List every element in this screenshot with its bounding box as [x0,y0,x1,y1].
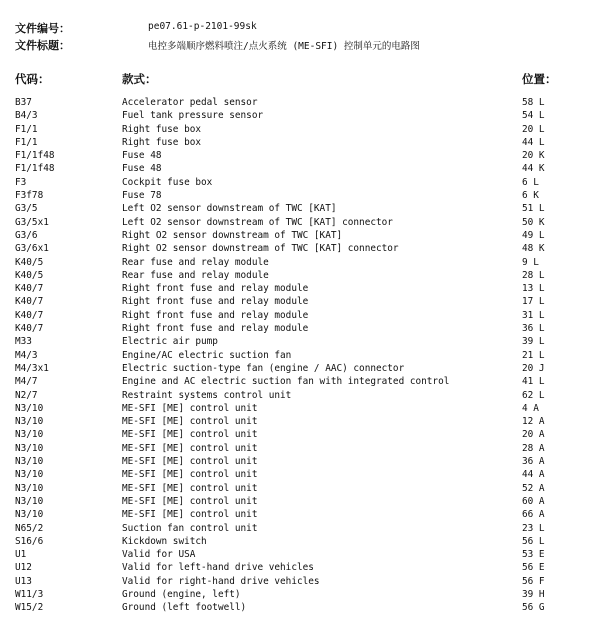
component-code: K40/5 [15,256,44,268]
table-row [0,402,604,415]
table-row [0,322,604,335]
component-code: N3/10 [15,402,44,414]
component-description: Fuse 48 [122,150,162,162]
table-row [0,588,604,601]
component-description: Accelerator pedal sensor [122,97,258,108]
component-position: 62 L [522,389,545,401]
component-position: 58 L [522,97,545,108]
component-position: 56 E [522,562,545,574]
component-code: M4/7 [15,376,38,388]
component-table-body [0,96,604,615]
component-code: W11/3 [15,588,44,600]
component-code: B4/3 [15,110,38,122]
component-description: Fuel tank pressure sensor [122,110,264,122]
table-row [0,96,604,109]
component-position: 12 A [522,416,545,428]
component-description: Right front fuse and relay module [122,296,309,308]
component-code: M33 [15,336,32,348]
component-code: G3/6 [15,229,38,241]
component-position: 60 A [522,495,545,507]
component-description: Suction fan control unit [122,522,258,534]
component-description: Valid for left-hand drive vehicles [122,562,314,574]
component-description: Right fuse box [122,123,202,135]
component-code: U12 [15,562,32,574]
component-position: 28 A [522,442,545,454]
component-position: 6 L [522,176,539,188]
table-row [0,522,604,535]
component-description: ME-SFI [ME] control unit [122,509,258,521]
component-description: Rear fuse and relay module [122,269,269,281]
table-row [0,309,604,322]
table-row [0,455,604,468]
table-row [0,256,604,269]
table-row [0,202,604,215]
table-row [0,548,604,561]
component-position: 36 A [522,456,545,468]
table-row [0,189,604,202]
component-code: M4/3x1 [15,362,49,374]
component-position: 31 L [522,309,545,321]
component-description: ME-SFI [ME] control unit [122,456,258,468]
table-row [0,242,604,255]
component-code: B37 [15,97,32,108]
file-title-label: 文件标题： [15,39,70,52]
component-position: 41 L [522,376,545,388]
component-code: U1 [15,549,27,561]
component-code: K40/5 [15,269,44,281]
component-position: 56 F [522,575,545,587]
component-description: ME-SFI [ME] control unit [122,469,258,481]
component-description: Right fuse box [122,136,202,148]
table-row [0,561,604,574]
component-position: 56 G [522,602,545,614]
component-code: G3/6x1 [15,243,49,255]
component-code: N3/10 [15,509,44,521]
component-description: Cockpit fuse box [122,176,213,188]
component-code: N3/10 [15,482,44,494]
component-description: Electric suction-type fan (engine / AAC) connector [122,362,405,374]
component-position: 23 L [522,522,545,534]
table-row [0,136,604,149]
table-row [0,229,604,242]
table-row [0,375,604,388]
component-code: U13 [15,575,32,587]
component-description: Valid for right-hand drive vehicles [122,575,320,587]
component-description: ME-SFI [ME] control unit [122,442,258,454]
component-code: N3/10 [15,416,44,428]
component-description: Electric air pump [122,336,218,348]
component-code: N3/10 [15,456,44,468]
file-number-label: 文件编号： [15,22,70,35]
component-code: K40/7 [15,309,44,321]
component-description: Rear fuse and relay module [122,256,269,268]
table-row [0,389,604,402]
component-position: 48 K [522,243,545,255]
table-row [0,442,604,455]
table-row [0,601,604,614]
component-description: ME-SFI [ME] control unit [122,495,258,507]
component-position: 20 A [522,429,545,441]
table-row [0,349,604,362]
component-position: 4 A [522,402,539,414]
table-row [0,216,604,229]
component-description: Valid for USA [122,549,196,561]
component-description: Right front fuse and relay module [122,283,309,295]
component-position: 20 J [522,362,545,374]
table-row [0,295,604,308]
component-code: N3/10 [15,469,44,481]
component-position: 66 A [522,509,545,521]
component-code: W15/2 [15,602,44,614]
component-code: K40/7 [15,323,44,335]
component-position: 20 L [522,123,545,135]
component-description: Right O2 sensor downstream of TWC [KAT] connector [122,243,399,255]
table-row [0,508,604,521]
component-code: G3/5 [15,203,38,215]
component-position: 20 K [522,150,545,162]
table-row [0,575,604,588]
table-row [0,362,604,375]
table-row [0,282,604,295]
component-position: 50 K [522,216,545,228]
component-description: Ground (engine, left) [122,588,241,600]
component-description: ME-SFI [ME] control unit [122,402,258,414]
component-code: N3/10 [15,495,44,507]
component-position: 56 L [522,535,545,547]
component-code: F3 [15,176,27,188]
component-description: Left O2 sensor downstream of TWC [KAT] [122,203,337,215]
component-position: 28 L [522,269,545,281]
component-description: Right O2 sensor downstream of TWC [KAT] [122,229,343,241]
component-position: 44 K [522,163,545,175]
component-code: F1/1f48 [15,163,55,175]
file-number-value: pe07.61-p-2101-99sk [148,21,257,32]
component-code: N65/2 [15,522,44,534]
component-position: 51 L [522,203,545,215]
component-position: 17 L [522,296,545,308]
table-row [0,149,604,162]
component-description: Fuse 48 [122,163,162,175]
description-column-header: 款式： [122,72,157,86]
component-description: Ground (left footwell) [122,602,247,614]
component-position: 39 L [522,336,545,348]
component-code: F3f78 [15,190,44,202]
component-code: K40/7 [15,283,44,295]
component-code: G3/5x1 [15,216,49,228]
component-position: 44 L [522,136,545,148]
component-position: 53 E [522,549,545,561]
table-row [0,335,604,348]
component-description: Engine and AC electric suction fan with integrated control [122,376,450,388]
component-code: K40/7 [15,296,44,308]
component-position: 54 L [522,110,545,122]
component-description: Fuse 78 [122,190,162,202]
table-row [0,269,604,282]
table-header [0,71,604,87]
component-position: 9 L [522,256,539,268]
component-code: N2/7 [15,389,38,401]
component-description: ME-SFI [ME] control unit [122,416,258,428]
position-column-header: 位置： [522,72,557,86]
component-position: 13 L [522,283,545,295]
table-row [0,415,604,428]
component-description: Kickdown switch [122,535,207,547]
component-code: M4/3 [15,349,38,361]
table-row [0,123,604,136]
file-title-value: 电控多端顺序燃料喷注/点火系统 (ME-SFI) 控制单元的电路图 [148,41,420,52]
component-position: 52 A [522,482,545,494]
table-row [0,176,604,189]
code-column-header: 代码： [15,72,50,86]
component-position: 49 L [522,229,545,241]
component-description: ME-SFI [ME] control unit [122,482,258,494]
component-description: Left O2 sensor downstream of TWC [KAT] connector [122,216,393,228]
component-description: ME-SFI [ME] control unit [122,429,258,441]
table-row [0,535,604,548]
component-code: F1/1f48 [15,150,55,162]
table-row [0,162,604,175]
component-code: N3/10 [15,429,44,441]
table-row [0,482,604,495]
component-position: 44 A [522,469,545,481]
component-code: S16/6 [15,535,44,547]
table-row [0,495,604,508]
component-code: F1/1 [15,123,38,135]
component-position: 39 H [522,588,545,600]
component-code: N3/10 [15,442,44,454]
component-position: 21 L [522,349,545,361]
component-position: 36 L [522,323,545,335]
component-description: Right front fuse and relay module [122,309,309,321]
table-row [0,468,604,481]
table-row [0,428,604,441]
component-description: Engine/AC electric suction fan [122,349,292,361]
component-position: 6 K [522,190,539,202]
component-description: Right front fuse and relay module [122,323,309,335]
component-description: Restraint systems control unit [122,389,292,401]
component-code: F1/1 [15,136,38,148]
table-row [0,109,604,122]
